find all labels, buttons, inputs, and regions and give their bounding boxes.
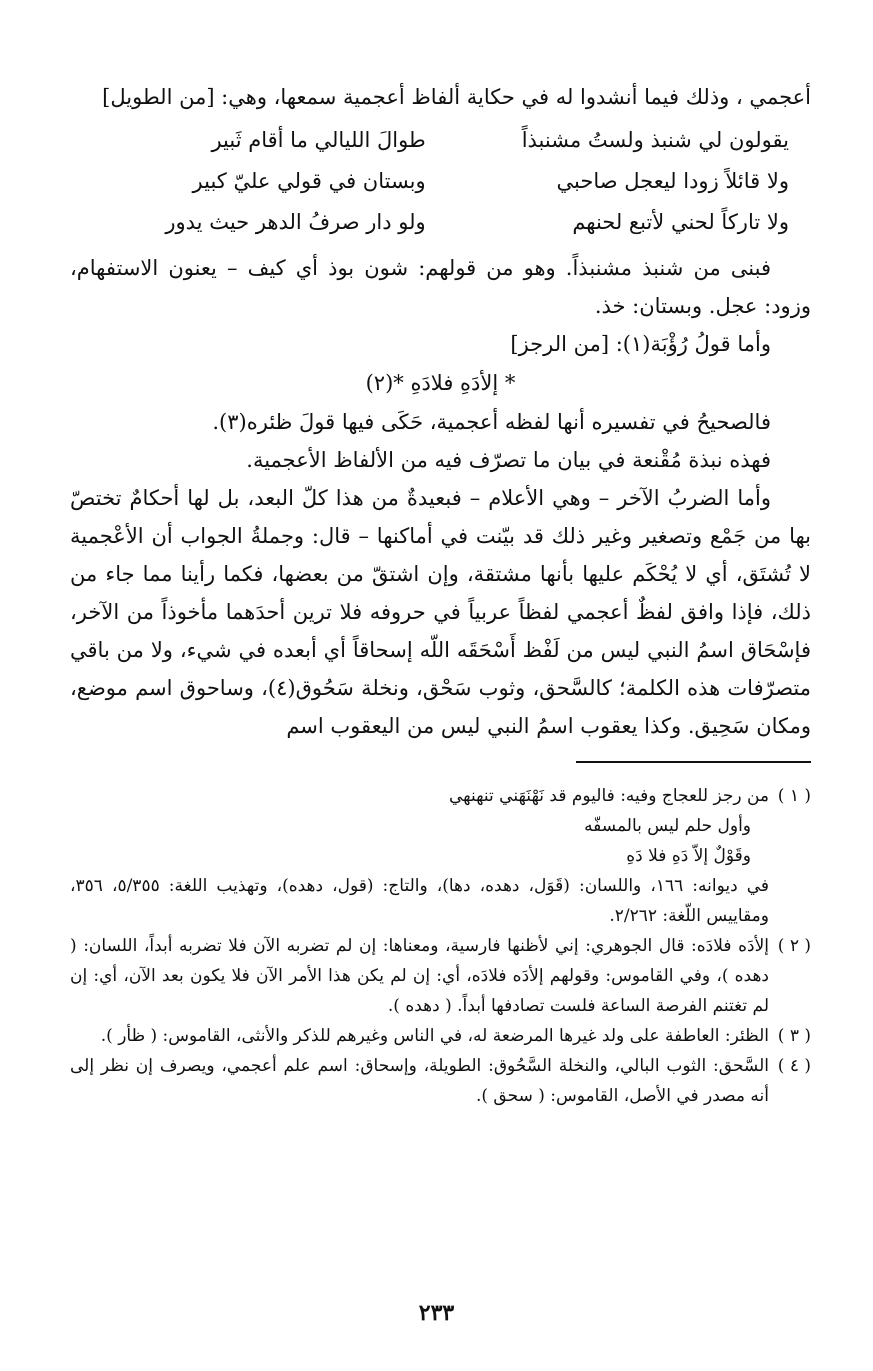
verse-first-hemistich: ولا تاركاً لحني لأتبع لحنهم xyxy=(572,210,789,234)
rajaz-verse: * إلأدَهِ فلادَهِ *(٢) xyxy=(365,371,516,395)
verse-second-hemistich: ولو دار صرفُ الدهر حيث يدور xyxy=(165,210,426,234)
page-number: ٢٣٣ xyxy=(418,1300,455,1326)
poem-verse xyxy=(70,202,811,243)
footnote-sources: في ديوانه: ١٦٦، واللسان: (قَوَل، دهده، دها)، والتاج: (قول، دهده)، وتهذيب اللغة: ٥/٣٥٥، ٣٥٦، ومقاييس اللّغة: ٢/٢٦٢. xyxy=(70,876,770,926)
footnote-2 xyxy=(70,931,811,1021)
verse-second-hemistich: وبستان في قولي عليّ كبير xyxy=(192,169,426,193)
footnote-text: الظئر: العاطفة على ولد غيرها المرضعة له، في الناس وغيرهم للذكر والأنثى، القاموس: ( ظأر ). xyxy=(100,1026,769,1046)
footnote-3 xyxy=(70,1021,811,1051)
footnote-verse: وأول حلم ليس بالمسفّه xyxy=(584,816,751,836)
footnote-number: ( ١ ) xyxy=(777,786,811,806)
footnote-number: ( ٢ ) xyxy=(777,936,811,956)
verse-second-hemistich: طوالَ الليالي ما أقام ثَبير xyxy=(211,128,426,152)
paragraph-ruba: وأما قولُ رُؤْبَة(١): [من الرجز] xyxy=(510,332,771,356)
verse-first-hemistich: ولا قائلاً زودا ليعجل صاحبي xyxy=(556,169,789,193)
footnote-verse: وقَوْلٌ إلاّ دَهِ فلا دَهِ xyxy=(626,846,751,866)
paragraph-interpretation: فالصحيحُ في تفسيره أنها لفظه أعجمية، حَكَى فيها قولَ ظئره(٣). xyxy=(212,410,771,434)
page-content xyxy=(70,78,811,1111)
poem xyxy=(70,120,811,243)
footnote-separator xyxy=(576,761,811,763)
paragraph-intro: أعجمي ، وذلك فيما أنشدوا له في حكاية ألفاظ أعجمية سمعها، وهي: [من الطويل] xyxy=(102,85,811,109)
footnote-number: ( ٤ ) xyxy=(777,1056,811,1076)
footnotes xyxy=(70,781,811,1111)
footnote-text: السَّحق: الثوب البالي، والنخلة السَّحُوق: الطويلة، وإسحاق: اسم علم أعجمي، ويصرف إن نظر إلى أنه مصدر في الأصل، القاموس: ( سحق ). xyxy=(70,1056,769,1106)
verse-first-hemistich: يقولون لي شنبذ ولستُ مشنبذاً xyxy=(521,128,789,152)
footnote-text: من رجز للعجاج وفيه: فاليوم قد نَهْنَهَني تنهنهي xyxy=(448,786,769,806)
paragraph-shanbadh: فبنى من شنبذ مشنبذاً. وهو من قولهم: شون بوذ أي كيف – يعنون الاستفهام، وزود: عجل. وبستان: خذ. xyxy=(70,256,811,318)
footnote-4 xyxy=(70,1051,811,1111)
paragraph-summary: فهذه نبذة مُقْنعة في بيان ما تصرّف فيه من الألفاظ الأعجمية. xyxy=(246,448,771,472)
paragraph-proper-names: وأما الضربُ الآخر – وهي الأعلام – فبعيدةٌ من هذا كلّ البعد، بل لها أحكامٌ تختصّ بها من جَمْع وتصغير وغير ذلك قد بيّنت في أماكنها – قال: وجملةُ الجواب أن الأعْجمية لا تُشتَق، أي لا يُحْكَم عليها بأنها مشتقة، وإن اشتقّ من بعضها، فكما رأينا مما جاء من ذلك، فإذا وافق لفظٌ أعجمي لفظاً عربياً في حروفه فلا ترين أحدَهما مأخوذاً من الآخر، فإسْحَاق اسمُ النبي ليس من لَفْظ أَسْحَقَه اللّه إسحاقاً أي أبعده في شيء، ولا من باقي متصرّفات هذه الكلمة؛ كالسَّحق، وثوب سَحْق، ونخلة سَحُوق(٤)، وساحوق اسم موضع، ومكان سَحِيق. وكذا يعقوب اسمُ النبي ليس من اليعقوب اسم xyxy=(70,486,812,738)
poem-verse xyxy=(70,161,811,202)
footnote-1 xyxy=(70,781,811,931)
footnote-number: ( ٣ ) xyxy=(777,1026,811,1046)
footnote-text: إلأدَه فلادَه: قال الجوهري: إني لأظنها فارسية، ومعناها: إن لم تضربه الآن فلا تضربه أبداً، اللسان: ( دهده )، وفي القاموس: وقولهم إلأدَه فلادَه، أي: إن لم يكن هذا الأمر الآن فلا يكون بعد الآن، أي: إن لم تغتنم الفرصة الساعة فلست تصادفها أبداً. ( دهده ). xyxy=(70,936,769,1016)
poem-verse xyxy=(70,120,811,161)
